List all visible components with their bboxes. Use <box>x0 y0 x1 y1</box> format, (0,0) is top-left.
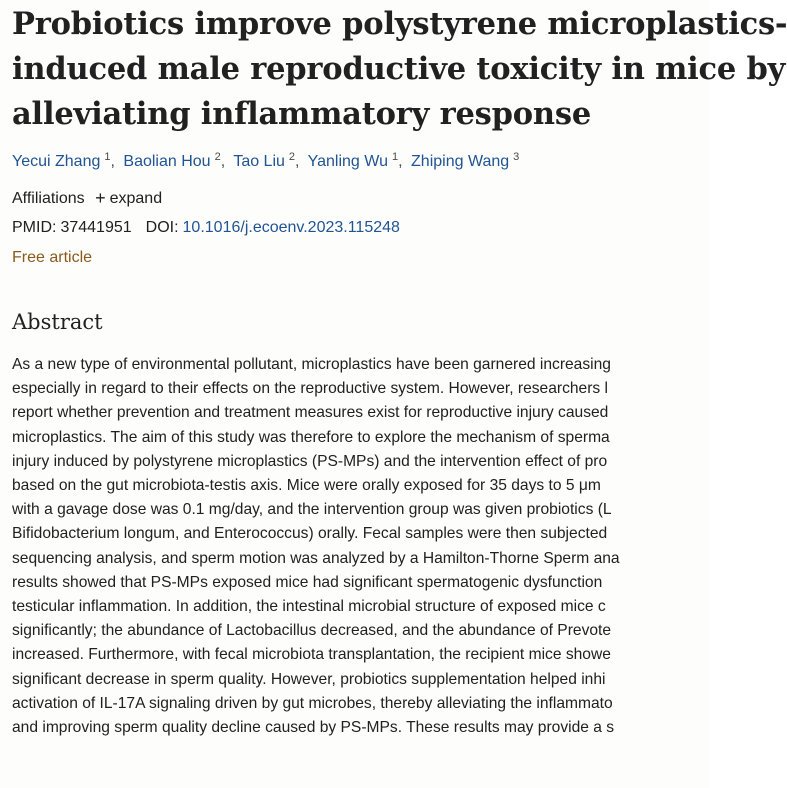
title-line: induced male reproductive toxicity in mice by <box>12 51 786 87</box>
author-link[interactable] <box>233 153 295 170</box>
affiliation-number: 1 <box>104 151 111 163</box>
free-article-badge: Free article <box>12 249 93 266</box>
abstract-line: with a gavage dose was 0.1 mg/day, and the intervention group was given probiotics (L <box>12 501 612 519</box>
abstract-line: significant decrease in sperm quality. However, probiotics supplementation helped inhi <box>12 670 606 688</box>
author-name: Yanling Wu <box>307 153 388 170</box>
abstract-line: Bifidobacterium longum, and Enterococcus) orally. Fecal samples were then subjected <box>12 525 608 543</box>
identifiers-row <box>12 217 400 239</box>
author-name: Tao Liu <box>233 153 285 170</box>
affiliations-label: Affiliations <box>12 190 85 207</box>
affiliation-number: 2 <box>214 151 221 163</box>
expand-label: expand <box>109 190 163 207</box>
author-link[interactable] <box>308 153 398 170</box>
author-separator: , <box>398 153 403 170</box>
author-link[interactable] <box>123 153 220 170</box>
affiliation-number: 2 <box>288 151 296 163</box>
author-separator: , <box>110 153 115 170</box>
title-line: alleviating inflammatory response <box>12 96 592 132</box>
abstract-heading: Abstract <box>12 310 103 334</box>
abstract-line: significantly; the abundance of Lactobacillus decreased, and the abundance of Prevote <box>12 622 612 640</box>
article-title <box>12 2 787 137</box>
author-separator: , <box>220 153 226 170</box>
author-name: Zhiping Wang <box>411 153 510 170</box>
doi-label: DOI: <box>145 219 179 236</box>
pmid-label: PMID: <box>12 219 57 236</box>
abstract-line: based on the gut microbiota-testis axis. Mice were orally exposed for 35 days to 5 μm <box>12 477 601 495</box>
author-name: Yecui Zhang <box>12 153 101 170</box>
abstract-line: microplastics. The aim of this study was therefore to explore the mechanism of sperma <box>12 428 610 446</box>
author-link[interactable] <box>12 153 111 170</box>
abstract-line: injury induced by polystyrene microplastics (PS-MPs) and the intervention effect of pro <box>12 452 608 470</box>
abstract-line: report whether prevention and treatment measures exist for reproductive injury caused <box>12 404 609 422</box>
pmid-value: 37441951 <box>60 219 132 236</box>
author-link[interactable] <box>411 153 519 170</box>
plus-icon: + <box>95 188 106 208</box>
abstract-line: As a new type of environmental pollutant, microplastics have been garnered increasing <box>12 356 611 373</box>
abstract-line: and improving sperm quality decline caused by PS-MPs. These results may provide a s <box>12 719 615 737</box>
doi-link[interactable]: 10.1016/j.ecoenv.2023.115248 <box>182 219 400 236</box>
affiliations-row <box>12 187 162 210</box>
abstract-line: increased. Furthermore, with fecal microbiota transplantation, the recipient mice showe <box>12 646 611 664</box>
abstract-line: activation of IL-17A signaling driven by gut microbes, thereby alleviating the inflammato <box>12 694 613 712</box>
author-name: Baolian Hou <box>123 153 211 170</box>
abstract-line: testicular inflammation. In addition, the intestinal microbial structure of exposed mice c <box>12 598 606 616</box>
abstract-line: sequencing analysis, and sperm motion was analyzed by a Hamilton-Thorne Sperm ana <box>12 549 620 567</box>
abstract-line: results showed that PS-MPs exposed mice had significant spermatogenic dysfunction <box>12 573 603 591</box>
abstract-line: especially in regard to their effects on the reproductive system. However, researchers l <box>12 380 609 398</box>
author-separator: , <box>295 153 300 170</box>
title-line: Probiotics improve polystyrene microplastics- <box>12 6 787 42</box>
affiliation-number: 3 <box>513 151 520 163</box>
author-list <box>12 146 519 173</box>
expand-affiliations-button[interactable] <box>95 187 162 210</box>
abstract-text <box>12 353 752 740</box>
affiliation-number: 1 <box>391 151 399 163</box>
